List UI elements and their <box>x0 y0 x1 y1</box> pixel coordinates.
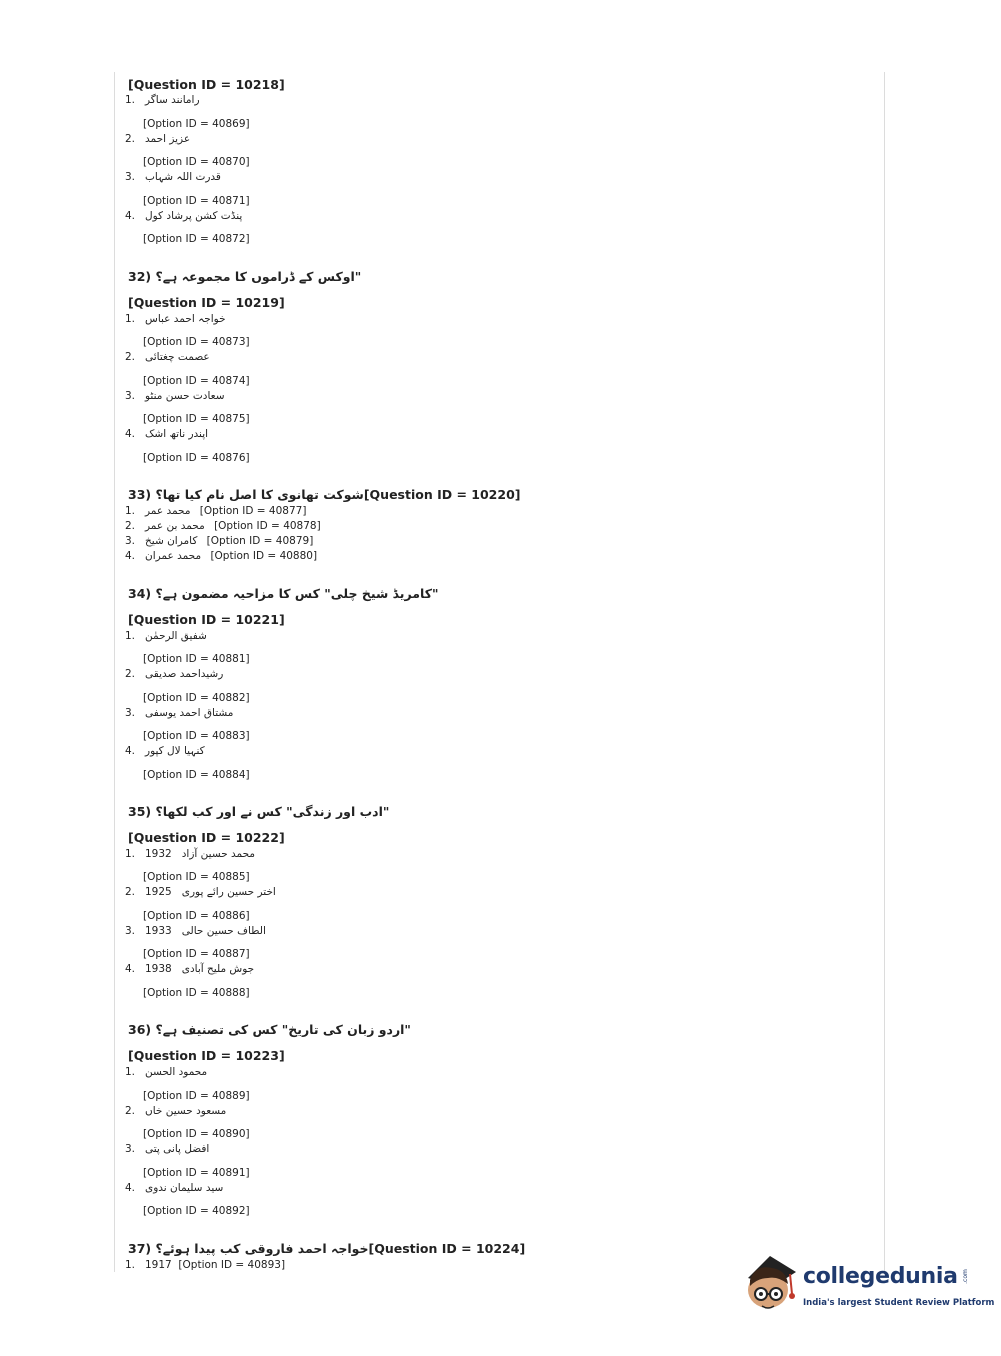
option-row <box>125 1143 209 1155</box>
question-id: [Question ID = 10219] <box>128 295 285 310</box>
option-number: 2. <box>125 668 136 680</box>
option-number: 1. <box>125 505 136 517</box>
question-id: [Question ID = 10221] <box>128 612 285 627</box>
option-row <box>125 848 255 860</box>
option-text: اپندر ناتھ اشک <box>145 428 209 440</box>
option-row <box>125 963 254 975</box>
option-number: 4. <box>125 745 136 757</box>
question-text: شوکت تھانوی کا اصل نام کیا تھا؟ <box>155 487 364 502</box>
option-number: 2. <box>125 1105 136 1117</box>
option-row <box>125 171 221 183</box>
option-id: [Option ID = 40887] <box>143 948 250 960</box>
option-id: [Option ID = 40875] <box>143 413 250 425</box>
option-number: 3. <box>125 171 136 183</box>
option-row <box>125 1105 226 1117</box>
option-id: [Option ID = 40877] <box>199 505 307 517</box>
option-id: [Option ID = 40886] <box>143 910 250 922</box>
option-number: 3. <box>125 925 136 937</box>
option-row <box>125 668 223 680</box>
option-number: 1. <box>125 848 136 860</box>
option-year: 1925 <box>145 886 172 898</box>
option-id: [Option ID = 40873] <box>143 336 250 348</box>
option-year: 1932 <box>145 848 172 860</box>
option-row <box>125 707 233 719</box>
option-row <box>125 1182 223 1194</box>
option-text: عصمت چغتائی <box>145 351 210 363</box>
option-number: 4. <box>125 963 136 975</box>
option-text: سید سلیمان ندوی <box>145 1182 224 1194</box>
option-row <box>125 351 210 363</box>
option-text: محمد عمر <box>145 505 191 517</box>
option-year: 1933 <box>145 925 172 937</box>
option-text: عزیز احمد <box>145 133 191 145</box>
option-id: [Option ID = 40879] <box>206 535 314 547</box>
right-margin-rule <box>884 72 885 1272</box>
option-id: [Option ID = 40890] <box>143 1128 250 1140</box>
option-text: مشتاق احمد یوسفی <box>145 707 234 719</box>
option-number: 3. <box>125 1143 136 1155</box>
question-number: 35) <box>128 804 152 819</box>
option-id: [Option ID = 40871] <box>143 195 250 207</box>
question-heading <box>128 269 361 284</box>
option-id: [Option ID = 40869] <box>143 118 250 130</box>
option-id: [Option ID = 40874] <box>143 375 250 387</box>
option-id: [Option ID = 40889] <box>143 1090 250 1102</box>
option-number: 2. <box>125 351 136 363</box>
question-heading <box>128 1241 525 1256</box>
option-text: اختر حسین رائے پوری <box>181 886 276 898</box>
option-text: محمد حسین آزاد <box>181 848 256 860</box>
option-row <box>125 505 306 517</box>
question-number: 36) <box>128 1022 152 1037</box>
option-id: [Option ID = 40881] <box>143 653 250 665</box>
option-number: 1. <box>125 94 136 106</box>
option-id: [Option ID = 40882] <box>143 692 250 704</box>
option-id: [Option ID = 40876] <box>143 452 250 464</box>
question-text: خواجہ احمد فاروقی کب پیدا ہوئے؟ <box>155 1241 369 1256</box>
option-row <box>125 1259 285 1271</box>
option-text: رشیداحمد صدیقی <box>145 668 224 680</box>
option-text: محمود الحسن <box>145 1066 208 1078</box>
option-row <box>125 133 190 145</box>
brand-tagline: India's largest Student Review Platform <box>803 1298 995 1308</box>
option-number: 2. <box>125 133 136 145</box>
option-number: 1. <box>125 1259 136 1271</box>
option-row <box>125 390 225 402</box>
question-text: "کامریڈ شیخ چلی" کس کا مزاحیہ مضمون ہے؟ <box>155 586 439 601</box>
option-id: [Option ID = 40892] <box>143 1205 250 1217</box>
option-number: 2. <box>125 520 136 532</box>
option-id: [Option ID = 40878] <box>214 520 321 532</box>
question-text: "ادب اور زندگی" کس نے اور کب لکھا؟ <box>155 804 390 819</box>
question-id: [Question ID = 10218] <box>128 77 285 92</box>
option-row <box>125 925 266 937</box>
option-text: رامانند ساگر <box>145 94 200 106</box>
option-text: کامران شیخ <box>145 535 198 547</box>
option-number: 4. <box>125 550 136 562</box>
question-heading <box>128 487 521 502</box>
option-text: قدرت اللہ شہاب <box>145 171 221 183</box>
option-number: 3. <box>125 707 136 719</box>
brand-name: collegedunia <box>803 1264 958 1289</box>
option-row <box>125 428 208 440</box>
option-id: [Option ID = 40885] <box>143 871 250 883</box>
option-text: کنہیا لال کپور <box>145 745 205 757</box>
question-heading <box>128 804 389 819</box>
option-number: 4. <box>125 428 136 440</box>
option-year: 1938 <box>145 963 172 975</box>
option-text: الطاف حسین حالی <box>181 925 266 937</box>
question-text: "اردو زبان کی تاریخ" کس کی تصنیف ہے؟ <box>155 1022 411 1037</box>
question-heading <box>128 586 439 601</box>
option-row <box>125 313 226 325</box>
option-text: مسعود حسین خاں <box>145 1105 227 1117</box>
option-row <box>125 535 313 547</box>
option-row <box>125 550 317 562</box>
option-id: [Option ID = 40888] <box>143 987 250 999</box>
option-text: شفیق الرحمٰن <box>145 630 207 642</box>
option-text: سعادت حسن منٹو <box>145 390 225 402</box>
question-number: 33) <box>128 487 152 502</box>
option-id: [Option ID = 40893] <box>178 1259 286 1271</box>
option-number: 2. <box>125 886 136 898</box>
option-row <box>125 886 276 898</box>
option-row <box>125 745 205 757</box>
option-number: 4. <box>125 210 136 222</box>
question-number: 32) <box>128 269 152 284</box>
option-id: [Option ID = 40872] <box>143 233 250 245</box>
question-id: [Question ID = 10224] <box>368 1241 526 1256</box>
brand-suffix: .com <box>961 1269 969 1284</box>
option-number: 1. <box>125 313 136 325</box>
option-id: [Option ID = 40891] <box>143 1167 250 1179</box>
option-number: 4. <box>125 1182 136 1194</box>
option-row <box>125 210 242 222</box>
option-text: پنڈت کشن پرشاد کول <box>145 210 243 222</box>
option-id: [Option ID = 40883] <box>143 730 250 742</box>
option-row <box>125 94 200 106</box>
option-number: 3. <box>125 390 136 402</box>
question-id: [Question ID = 10220] <box>363 487 521 502</box>
option-number: 3. <box>125 535 136 547</box>
option-id: [Option ID = 40880] <box>210 550 318 562</box>
option-id: [Option ID = 40884] <box>143 769 250 781</box>
option-row <box>125 520 321 532</box>
option-text: افضل پانی پتی <box>145 1143 210 1155</box>
question-heading <box>128 1022 411 1037</box>
option-text: جوش ملیح آبادی <box>181 963 255 975</box>
option-number: 1. <box>125 1066 136 1078</box>
option-row <box>125 1066 207 1078</box>
question-text: "اوکس کے ڈراموں کا مجموعہ ہے؟ <box>155 269 362 284</box>
question-number: 37) <box>128 1241 152 1256</box>
option-row <box>125 630 207 642</box>
option-id: [Option ID = 40870] <box>143 156 250 168</box>
option-text: محمد عمران <box>145 550 202 562</box>
question-id: [Question ID = 10223] <box>128 1048 285 1063</box>
option-text: خواجہ احمد عباس <box>145 313 226 325</box>
question-id: [Question ID = 10222] <box>128 830 285 845</box>
option-text: 1917 <box>145 1259 172 1271</box>
option-text: محمد بن عمر <box>145 520 205 532</box>
left-margin-rule <box>114 72 115 1272</box>
option-number: 1. <box>125 630 136 642</box>
question-number: 34) <box>128 586 152 601</box>
